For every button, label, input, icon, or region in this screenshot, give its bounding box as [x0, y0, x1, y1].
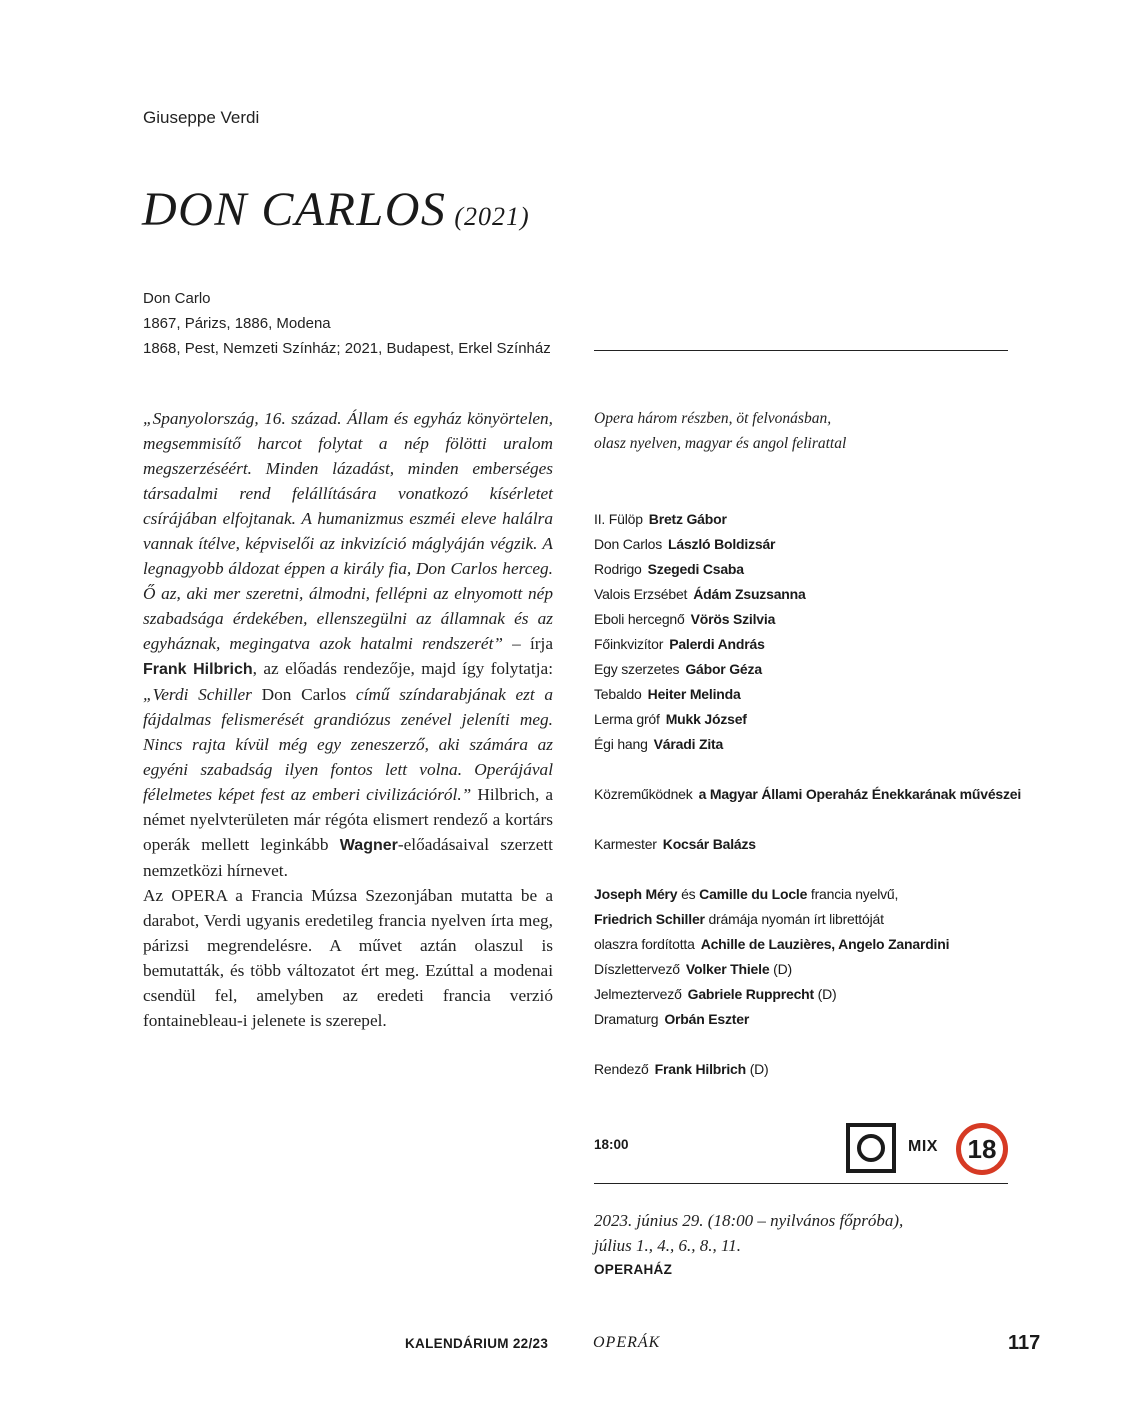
cast-role: Don Carlos [594, 536, 663, 552]
libretto-credit [594, 882, 949, 1032]
age-rating-value: 18 [967, 1134, 997, 1164]
cast-row [594, 657, 806, 682]
cast-role: Valois Erzsébet [594, 586, 688, 602]
crew-suffix: (D) [769, 961, 792, 977]
crew-role: Díszlettervező [594, 961, 680, 977]
title-year: (2021) [454, 202, 530, 231]
cast-role: Egy szerzetes [594, 661, 680, 677]
cast-name: Váradi Zita [653, 736, 724, 752]
original-title: Don Carlo [143, 290, 211, 307]
cast-role: Égi hang [594, 736, 648, 752]
mix-label: MIX [908, 1138, 938, 1155]
wagner-inline: Wagner [339, 837, 398, 854]
cast-row [594, 707, 806, 732]
cast-name: Szegedi Csaba [647, 561, 744, 577]
performance-dates [594, 1208, 903, 1258]
cast-list [594, 507, 806, 757]
crew-name: Orbán Eszter [664, 1011, 750, 1027]
crew-row [594, 982, 949, 1007]
page-title [142, 182, 530, 237]
start-time: 18:00 [594, 1137, 629, 1152]
director-suffix: (D) [746, 1061, 769, 1077]
libretto-author-1: Joseph Méry [594, 886, 678, 902]
crew-row [594, 1007, 949, 1032]
cast-name: Ádám Zsuzsanna [693, 586, 806, 602]
libretto-line-2 [594, 907, 949, 932]
director-name-inline: Frank Hilbrich [143, 661, 253, 678]
chorus-name: a Magyar Állami Operaház Énekkarának művészei [698, 786, 1022, 802]
libretto-translators: Achille de Lauzières, Angelo Zanardini [700, 936, 950, 952]
cast-row [594, 507, 806, 532]
cast-name: Vörös Szilvia [690, 611, 776, 627]
description-paragraph-2: Az OPERA a Francia Múzsa Szezonjában mutatta be a darabot, Verdi ugyanis eredetileg francia nyelven írta meg, párizsi megrendelésre. A művet aztán olaszul is bemutatták, és több változatot ért meg. Ezúttal a modenai csendül fel, amelyben az eredeti francia verzió fontainebleau-i jelenete is szerepel. [143, 886, 553, 1030]
quote-2-title: Don Carlos [261, 685, 347, 704]
cast-role: Tebaldo [594, 686, 642, 702]
libretto-author-2: Camille du Locle [699, 886, 808, 902]
director-role: Rendező [594, 1061, 649, 1077]
director-name: Frank Hilbrich [654, 1061, 746, 1077]
crew-suffix: (D) [813, 986, 837, 1002]
text-2: , az előadás rendezője, majd így folytatja: [252, 659, 553, 678]
libretto-line-1 [594, 882, 949, 907]
conductor-credit [594, 832, 756, 857]
subtitle-line-1: Opera három részben, öt felvonásban, [594, 410, 832, 427]
cast-name: Palerdi András [669, 636, 765, 652]
opera-logo-icon [846, 1123, 896, 1173]
cast-row [594, 632, 806, 657]
footer-section: OPERÁK [593, 1334, 661, 1351]
subtitle-line-2: olasz nyelven, magyar és angol felirattal [594, 435, 847, 452]
dates-line-1: 2023. június 29. (18:00 – nyilvános főpróba), [594, 1211, 904, 1230]
crew-name: Volker Thiele [685, 961, 770, 977]
page-number: 117 [1008, 1332, 1041, 1354]
dates-line-2: július 1., 4., 6., 8., 11. [594, 1236, 742, 1255]
cast-role: Rodrigo [594, 561, 642, 577]
venue: OPERAHÁZ [594, 1262, 673, 1277]
bottom-divider [594, 1183, 1008, 1184]
cast-row [594, 557, 806, 582]
title-text: DON CARLOS [142, 183, 447, 236]
libretto-line-3 [594, 932, 949, 957]
libretto-text-2: drámája nyomán írt librettóját [704, 911, 884, 927]
conductor-name: Kocsár Balázs [662, 836, 756, 852]
crew-row [594, 957, 949, 982]
premiere-line: 1867, Párizs, 1886, Modena [143, 315, 331, 332]
cast-row [594, 532, 806, 557]
crew-role: Jelmeztervező [594, 986, 682, 1002]
cast-role: Eboli hercegnő [594, 611, 685, 627]
cast-role: II. Fülöp [594, 511, 643, 527]
hungarian-premiere-line: 1868, Pest, Nemzeti Színház; 2021, Budapest, Erkel Színház [143, 340, 551, 357]
cast-row [594, 732, 806, 757]
cast-role: Lerma gróf [594, 711, 660, 727]
age-rating-icon [956, 1123, 1008, 1175]
cast-name: Mukk József [665, 711, 747, 727]
footer-kalendarium: KALENDÁRIUM 22/23 [405, 1336, 549, 1351]
top-divider [594, 350, 1008, 351]
crew-role: Dramaturg [594, 1011, 659, 1027]
text-4: -előadásaival szerzett nemzetközi hírnevet. [143, 835, 553, 880]
composer-name: Giuseppe Verdi [143, 108, 260, 127]
cast-name: Heiter Melinda [647, 686, 741, 702]
cast-name: Bretz Gábor [648, 511, 727, 527]
cast-row [594, 607, 806, 632]
libretto-and: és [677, 886, 700, 902]
chorus-credit [594, 782, 1021, 807]
cast-name: Gábor Géza [685, 661, 762, 677]
director-credit [594, 1057, 769, 1082]
crew-name: Gabriele Rupprecht [687, 986, 814, 1002]
libretto-author-3: Friedrich Schiller [594, 911, 705, 927]
original-info [143, 286, 551, 361]
cast-row [594, 682, 806, 707]
opera-logo-ring [857, 1134, 885, 1162]
libretto-text-3: olaszra fordította [594, 936, 695, 952]
conductor-label: Karmester [594, 836, 657, 852]
quote-2b: című színdarabjának ezt a fájdalmas felismerését grandiózus zenével jeleníti meg. Nincs rajta kívül még egy zeneszerző, aki számára az egyéni szabadság ilyen fontos lett volna. Operájával félelmetes képet fest az emberi civilizációról.” [143, 685, 554, 804]
description-text [143, 406, 553, 1033]
quote-1: „Spanyolország, 16. század. Állam és egyház könyörtelen, megsemmisítő harcot folytat a nép fölötti uralom megszerzéséért. Minden lázadást, minden emberséges társadalmi rend felállítására vonatkozó kísérletet csírájában elfojtanak. A humanizmus eszméi eleve halálra vannak ítélve, képviselői az inkvizíció máglyáján végzik. A legnagyobb áldozat éppen a király fia, Don Carlos herceg. Ő az, aki mer szeretni, álmodni, fellépni az elnyomott nép szabadsága érdekében, ellenszegülni az államnak és az egyháznak, megingatva azok hatalmi rendszerét” [143, 409, 553, 653]
cast-name: László Boldizsár [668, 536, 776, 552]
text-3: Hilbrich, a német nyelvterületen már régóta elismert rendező a kortárs operák mellett leginkább [143, 785, 553, 854]
description-paragraph-1 [143, 406, 553, 883]
opera-subtitle [594, 406, 846, 456]
text-1: – írja [503, 634, 553, 653]
cast-row [594, 582, 806, 607]
quote-2a: „Verdi Schiller [143, 685, 262, 704]
chorus-label: Közreműködnek [594, 786, 693, 802]
libretto-text-1: francia nyelvű, [807, 886, 899, 902]
cast-role: Főinkvizítor [594, 636, 664, 652]
